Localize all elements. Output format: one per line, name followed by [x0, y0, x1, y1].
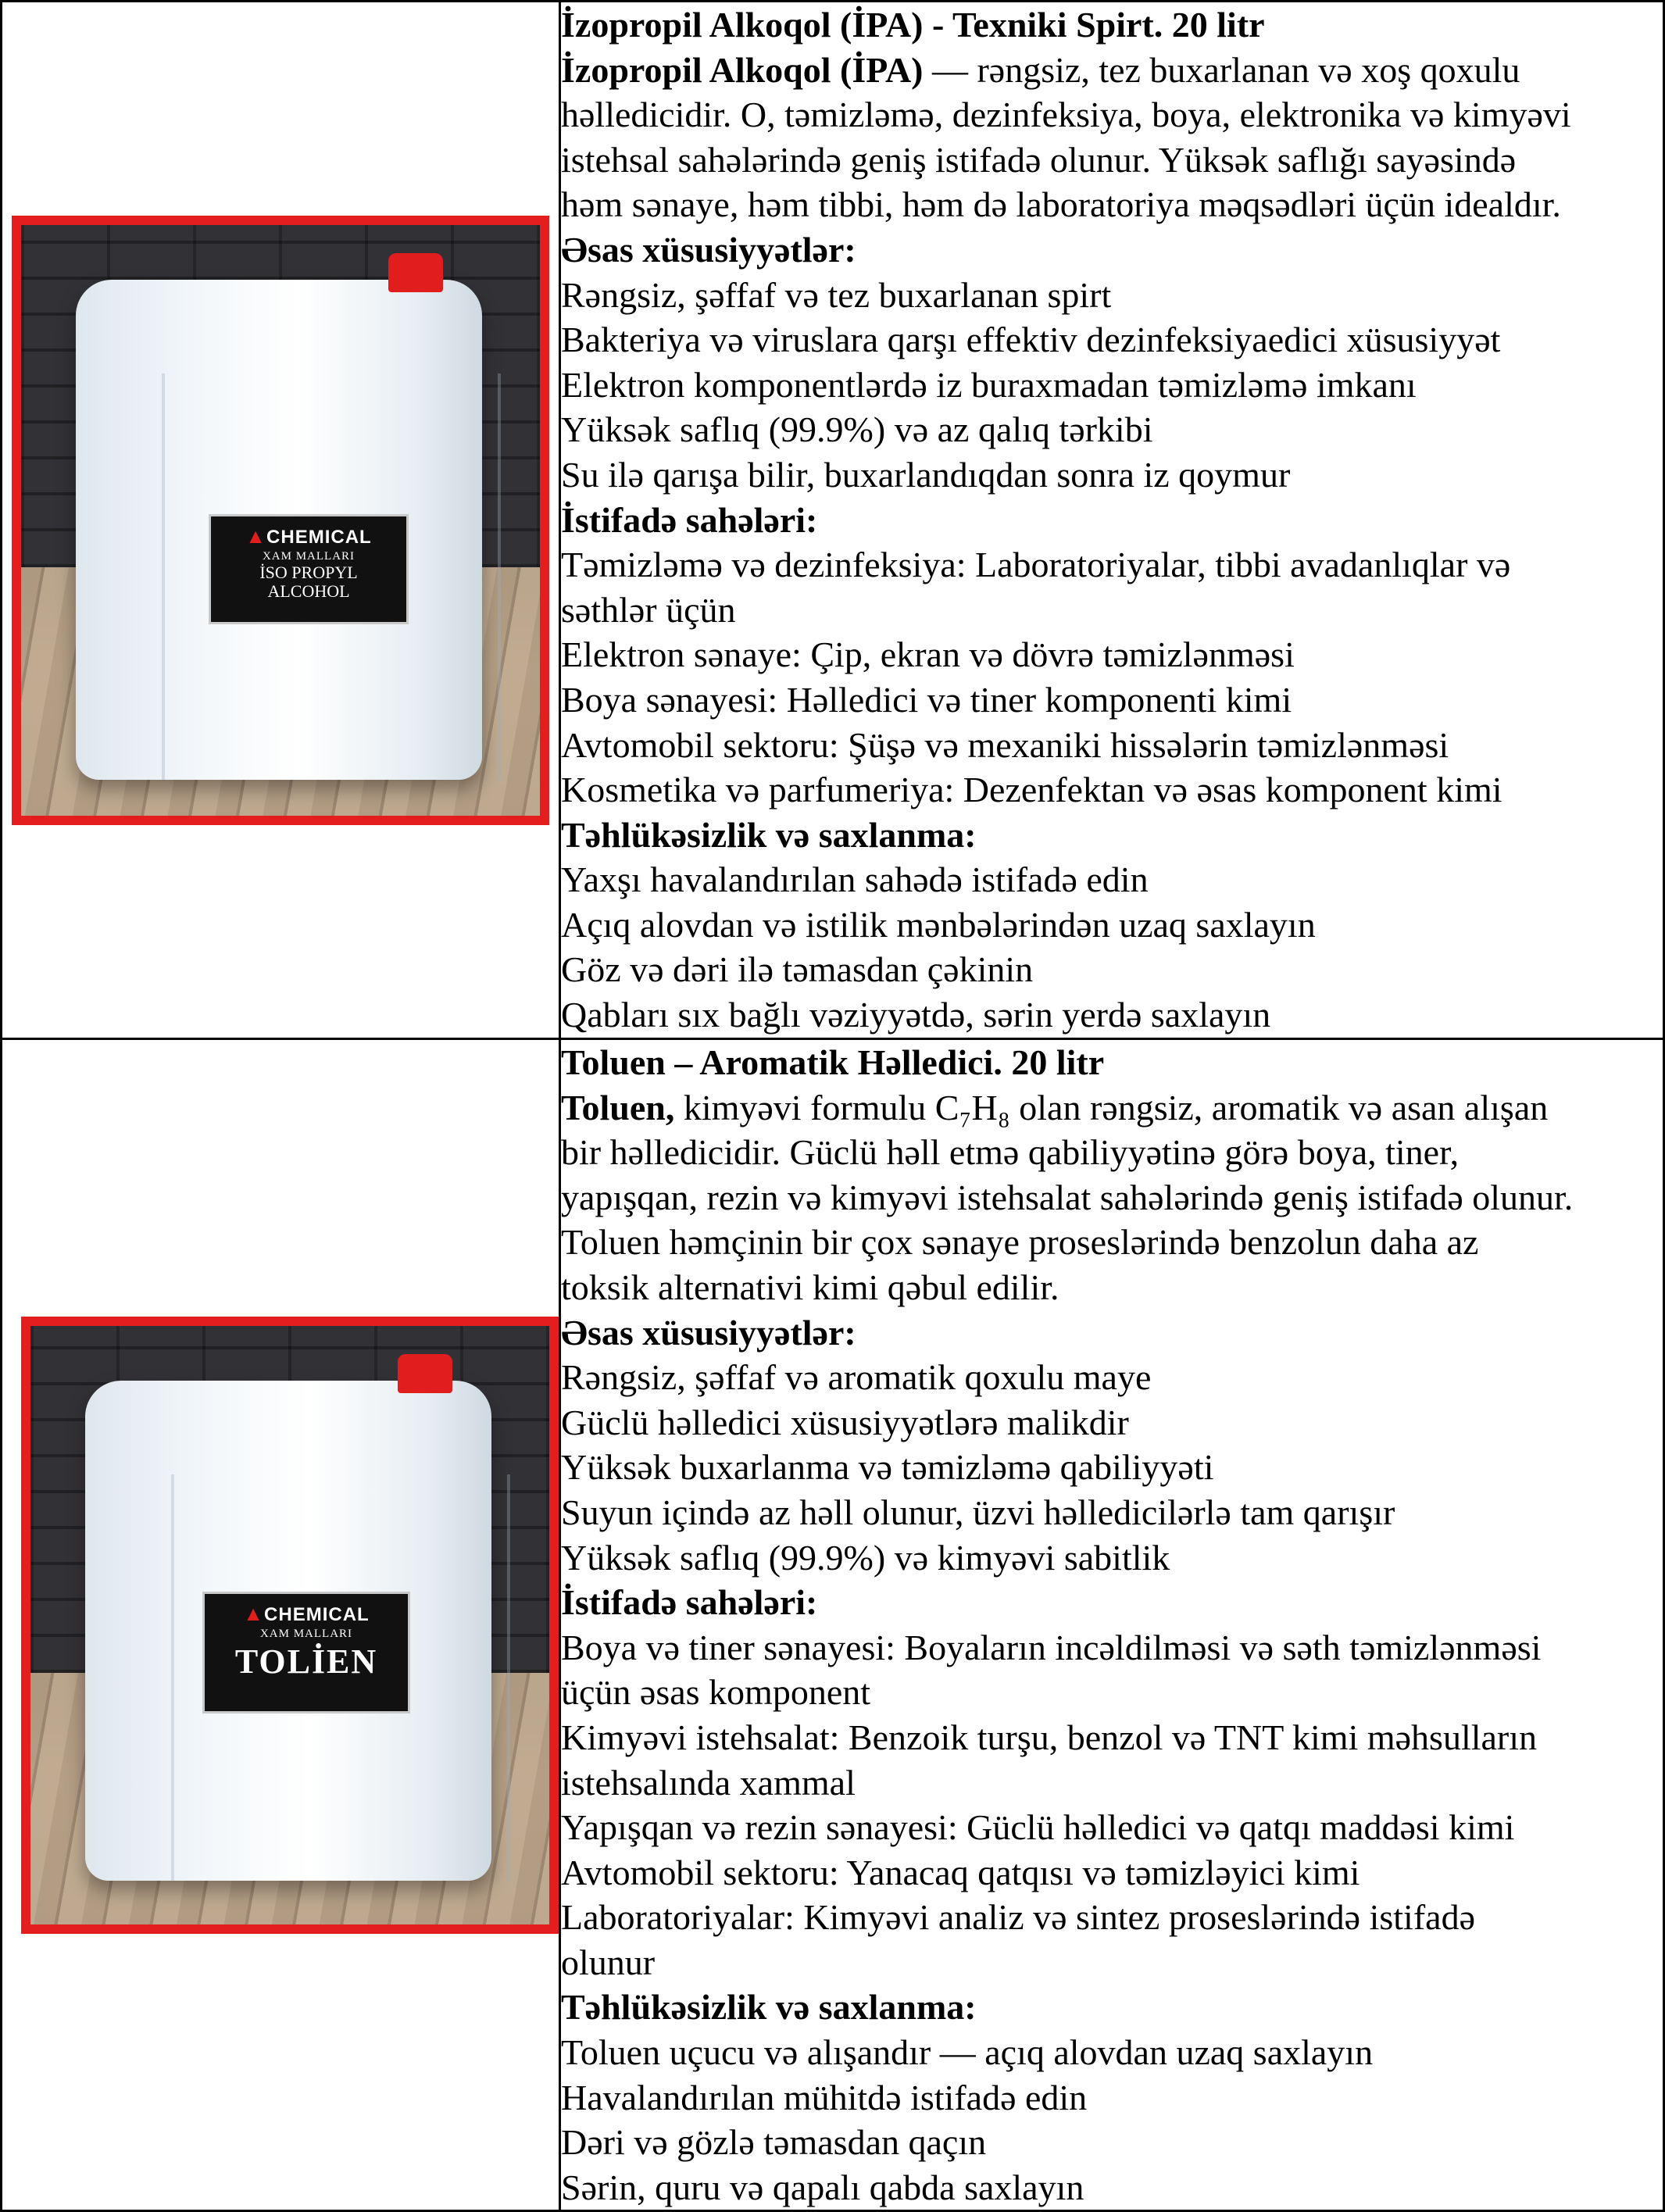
- description-line: [561, 182, 1663, 227]
- text-run: — rəngsiz, tez buxarlanan və xoş qoxulu: [923, 49, 1520, 90]
- text-run: Yüksək saflıq (99.9%) və az qalıq tərkibi: [561, 409, 1153, 450]
- bold-text-run: Toluen,: [561, 1087, 675, 1127]
- text-run: Avtomobil sektoru: Yanacaq qatqısı və təmizləyici kimi: [561, 1852, 1360, 1892]
- text-run: Yüksək saflıq (99.9%) və kimyəvi sabitlik: [561, 1537, 1170, 1578]
- text-run: Qabları sıx bağlı vəziyyətdə, sərin yerdə saxlayın: [561, 995, 1271, 1035]
- description-line: [561, 1265, 1663, 1310]
- text-run: səthlər üçün: [561, 589, 736, 630]
- text-run: istehsal sahələrində geniş istifadə olunur. Yüksək saflığı sayəsində: [561, 139, 1517, 180]
- description-line: [561, 138, 1663, 183]
- text-run: Yaxşı havalandırılan sahədə istifadə edin: [561, 859, 1149, 900]
- text-run: Rəngsiz, şəffaf və aromatik qoxulu maye: [561, 1357, 1152, 1398]
- description-line: [561, 48, 1663, 93]
- description-line: [561, 1895, 1663, 1940]
- description-line: [561, 1445, 1663, 1490]
- text-run: Bakteriya və viruslara qarşı effektiv dezinfeksiyaedici xüsusiyyət: [561, 320, 1501, 360]
- text-run: həm sənaye, həm tibbi, həm də laboratoriya məqsədləri üçün idealdır.: [561, 184, 1561, 225]
- canister-rib: [162, 373, 165, 780]
- description-line: [561, 677, 1663, 723]
- text-run: Yapışqan və rezin sənayesi: Güclü həlledici və qatqı maddəsi kimi: [561, 1807, 1515, 1848]
- description-line: [561, 92, 1663, 138]
- product-description-cell: [560, 1039, 1664, 2211]
- description-line: [561, 407, 1663, 452]
- product-description-cell: [560, 2, 1664, 1039]
- canister-rib: [507, 1474, 510, 1881]
- text-run: Sərin, quru və qapalı qabda saxlayın: [561, 2167, 1084, 2207]
- description-line: [561, 2075, 1663, 2121]
- description-line: [561, 1580, 1663, 1625]
- text-run: həlledicidir. O, təmizləmə, dezinfeksiya, boya, elektronika və kimyəvi: [561, 95, 1571, 135]
- description-line: [561, 317, 1663, 363]
- description-line: [561, 1085, 1663, 1131]
- text-run: Elektron komponentlərdə iz buraxmadan təmizləmə imkanı: [561, 364, 1417, 405]
- label-product-line: İSO PROPYL: [259, 562, 358, 582]
- description-line: [561, 723, 1663, 768]
- text-run: Kimyəvi istehsalat: Benzoik turşu, benzol və TNT kimi məhsulların: [561, 1717, 1538, 1757]
- description-line: [561, 992, 1663, 1038]
- cap-icon: [398, 1354, 452, 1393]
- text-run: toksik alternativi kimi qəbul edilir.: [561, 1267, 1059, 1307]
- description-line: [561, 2, 1663, 48]
- brand-logo-icon: ▲: [243, 1601, 265, 1625]
- text-run: Boya və tiner sənayesi: Boyaların incəldilməsi və səth təmizlənməsi: [561, 1627, 1542, 1667]
- text-run: Su ilə qarışa bilir, buxarlandıqdan sonra iz qoymur: [561, 454, 1291, 495]
- brand-logo-icon: ▲: [245, 524, 267, 548]
- description-line: [561, 588, 1663, 633]
- text-run: Boya sənayesi: Həlledici və tiner komponenti kimi: [561, 679, 1292, 720]
- text-run: Toluen uçucu və alışandır — açıq alovdan uzaq saxlayın: [561, 2032, 1374, 2073]
- cap-icon: [388, 253, 443, 292]
- description-line: [561, 1715, 1663, 1760]
- text-run: olunur: [561, 1942, 656, 1982]
- label-brand: [211, 524, 406, 549]
- label-product-line: ALCOHOL: [267, 581, 350, 601]
- product-row: [2, 1039, 1664, 2211]
- text-run: Suyun içində az həll olunur, üzvi həlledicilərlə tam qarışır: [561, 1492, 1395, 1532]
- product-image-cell: [2, 1039, 560, 2211]
- bold-text-run: İstifadə sahələri:: [561, 1582, 818, 1623]
- description-line: [561, 363, 1663, 408]
- text-run: üçün əsas komponent: [561, 1672, 871, 1713]
- label-brand-text: CHEMICAL: [266, 526, 372, 548]
- description-line: [561, 2030, 1663, 2075]
- label-brand-text: CHEMICAL: [264, 1603, 370, 1625]
- description-line: [561, 498, 1663, 543]
- bold-text-run: İstifadə sahələri:: [561, 499, 818, 540]
- product-photo: [21, 1317, 559, 1934]
- description-line: [561, 1130, 1663, 1175]
- text-run: Toluen həmçinin bir çox sənaye proseslərində benzolun daha az: [561, 1222, 1479, 1263]
- description-line: [561, 1670, 1663, 1715]
- description-line: [561, 273, 1663, 318]
- bold-text-run: Təhlükəsizlik və saxlanma:: [561, 1987, 977, 2028]
- canister-rib: [171, 1474, 174, 1881]
- description-line: [561, 1400, 1663, 1445]
- description-line: [561, 813, 1663, 858]
- bold-text-run: Toluen – Aromatik Həlledici. 20 litr: [561, 1042, 1105, 1082]
- text-run: kimyəvi formulu C₇H₈ olan rəngsiz, aromatik və asan alışan: [674, 1087, 1549, 1127]
- text-run: Avtomobil sektoru: Şüşə və mexaniki hissələrin təmizlənməsi: [561, 724, 1449, 765]
- text-run: istehsalında xammal: [561, 1762, 856, 1803]
- text-run: Laboratoriyalar: Kimyəvi analiz və sintez proseslərində istifadə: [561, 1897, 1475, 1938]
- bold-text-run: İzopropil Alkoqol (İPA) - Texniki Spirt. 20 litr: [561, 5, 1265, 45]
- product-label: [209, 514, 409, 624]
- description-line: [561, 452, 1663, 498]
- canister-icon: [85, 1381, 491, 1881]
- description-line: [561, 1850, 1663, 1896]
- bold-text-run: İzopropil Alkoqol (İPA): [561, 49, 924, 90]
- description-line: [561, 1805, 1663, 1850]
- text-run: Güclü həlledici xüsusiyyətlərə malikdir: [561, 1402, 1129, 1442]
- canister-rib: [498, 373, 501, 780]
- bold-text-run: Əsas xüsusiyyətlər:: [561, 229, 856, 270]
- text-run: Dəri və gözlə təmasdan qaçın: [561, 2122, 987, 2163]
- description-line: [561, 1310, 1663, 1356]
- canister-icon: [76, 280, 482, 780]
- label-product-line: TOLİEN: [234, 1642, 378, 1681]
- label-brand: [205, 1602, 408, 1626]
- description-line: [561, 947, 1663, 992]
- description-line: [561, 227, 1663, 273]
- text-run: Rəngsiz, şəffaf və tez buxarlanan spirt: [561, 274, 1112, 315]
- description-line: [561, 857, 1663, 902]
- description-line: [561, 1625, 1663, 1671]
- text-run: Təmizləmə və dezinfeksiya: Laboratoriyalar, tibbi avadanlıqlar və: [561, 545, 1511, 585]
- description-line: [561, 2120, 1663, 2165]
- text-run: Kosmetika və parfumeriya: Dezenfektan və əsas komponent kimi: [561, 770, 1502, 810]
- product-description: [561, 1040, 1663, 2210]
- description-line: [561, 1175, 1663, 1220]
- description-line: [561, 1535, 1663, 1581]
- description-line: [561, 1220, 1663, 1265]
- product-photo: [12, 216, 549, 825]
- product-description: [561, 2, 1663, 1038]
- description-line: [561, 542, 1663, 588]
- product-label: [202, 1592, 410, 1713]
- description-line: [561, 632, 1663, 677]
- text-run: Açıq alovdan və istilik mənbələrindən uzaq saxlayın: [561, 904, 1316, 945]
- text-run: yapışqan, rezin və kimyəvi istehsalat sahələrində geniş istifadə olunur.: [561, 1177, 1574, 1217]
- text-run: Göz və dəri ilə təmasdan çəkinin: [561, 949, 1034, 990]
- text-run: Havalandırılan mühitdə istifadə edin: [561, 2077, 1088, 2117]
- text-run: Elektron sənaye: Çip, ekran və dövrə təmizlənməsi: [561, 634, 1295, 675]
- description-line: [561, 1040, 1663, 1085]
- text-run: bir həlledicidir. Güclü həll etmə qabiliyyətinə görə boya, tiner,: [561, 1132, 1460, 1173]
- description-line: [561, 1490, 1663, 1535]
- description-line: [561, 767, 1663, 813]
- label-subtitle: XAM MALLARI: [262, 549, 356, 563]
- description-line: [561, 1760, 1663, 1806]
- product-image-cell: [2, 2, 560, 1039]
- description-line: [561, 1985, 1663, 2030]
- text-run: Yüksək buxarlanma və təmizləmə qabiliyyəti: [561, 1447, 1214, 1488]
- description-line: [561, 1940, 1663, 1985]
- product-row: [2, 2, 1664, 1039]
- bold-text-run: Təhlükəsizlik və saxlanma:: [561, 814, 977, 855]
- description-line: [561, 902, 1663, 948]
- bold-text-run: Əsas xüsusiyyətlər:: [561, 1312, 856, 1353]
- label-subtitle: XAM MALLARI: [259, 1627, 353, 1640]
- description-line: [561, 2165, 1663, 2210]
- description-line: [561, 1355, 1663, 1400]
